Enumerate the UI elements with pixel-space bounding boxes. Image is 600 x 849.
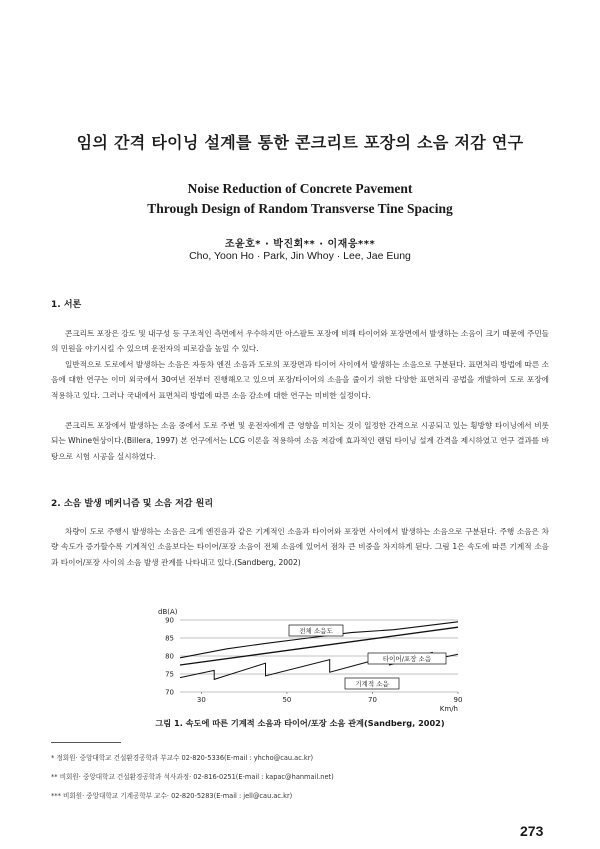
- authors-english: Cho, Yoon Ho · Park, Jin Whoy · Lee, Jae Eung: [189, 250, 411, 262]
- chart-labels: [158, 608, 462, 712]
- footnote-2: ** 비회원· 중앙대학교 건설환경공학과 석사과정· 02-816-0251(E-mail : kapac@hanmail.net): [51, 773, 334, 781]
- y-tick-label-90: 90: [165, 616, 174, 625]
- series-label-1: 전체 소음도: [299, 627, 333, 635]
- title-en-line2: Through Design of Random Transverse Tine Spacing: [147, 201, 453, 216]
- footnote-3: *** 비회원· 중앙대학교 기계공학부 교수· 02-820-5283(E-mail : jell@cau.ac.kr): [51, 792, 293, 800]
- x-axis-label: Km/h: [439, 705, 458, 712]
- series-label-2: 타이어/포장 소음: [382, 655, 432, 663]
- speed-noise-chart: [140, 600, 470, 712]
- section2-paragraph-1: 차량이 도로 주행시 발생하는 소음은 크게 엔진음과 같은 기계적인 소음과 타이어와 포장면 사이에서 발생하는 소음으로 구분된다. 주행 소음은 차량 속도가 증가할수록 기계적인 소음보다는 타이어/포장 소음이 전체 소음에 있어서 점차 큰 비중을 차지하게 된다. 그림 1은 속도에 따른 기계적 소음과 타이어/포장 사이의 소음 발생 관계를 나타내고 있다.(Sandberg, 2002): [51, 527, 549, 567]
- section1-paragraph-1: 콘크리트 포장은 강도 및 내구성 등 구조적인 측면에서 우수하지만 아스팔트 포장에 비해 타이어와 포장면에서 발생하는 소음이 크기 때문에 주민들의 민원을 야기시킬 수 있으며 운전자의 피로감을 높일 수 있다.: [51, 329, 549, 354]
- authors-korean: 조윤호* · 박진회** · 이재응***: [224, 239, 376, 250]
- x-tick-label-30: 30: [196, 696, 206, 704]
- figure-caption: 그림 1. 속도에 따른 기계적 소음과 타이어/포장 소음 관계(Sandberg, 2002): [155, 718, 445, 728]
- section2-heading: 2. 소음 발생 메커니즘 및 소음 저감 원리: [51, 499, 214, 509]
- paper-title-english: [0, 179, 600, 219]
- y-tick-label-80: 80: [165, 652, 174, 661]
- y-tick-label-85: 85: [165, 634, 174, 643]
- section1-paragraph-3: 콘크리트 포장에서 발생하는 소음 중에서 도로 주변 및 운전자에게 큰 영향을 미치는 것이 일정한 간격으로 시공되고 있는 횡방향 타이닝에서 비롯되는 Whine현상이다.(Billera, 1997) 본 연구에서는 LCG 이론을 적용하여 소음 저감에 효과적인 랜덤 타이닝 설계 간격을 제시하였고 연구 결과를 바탕으로 시험 시공을 실시하였다.: [51, 421, 549, 461]
- x-tick-label-50: 50: [282, 696, 292, 704]
- y-tick-label-70: 70: [165, 688, 174, 697]
- x-tick-label-90: 90: [453, 696, 463, 704]
- x-tick-label-70: 70: [368, 696, 377, 704]
- page-number: 273: [520, 823, 544, 839]
- section1-paragraph-2: 일반적으로 도로에서 발생하는 소음은 자동차 엔진 소음과 도로의 포장면과 타이어 사이에서 발생하는 소음으로 구분된다. 표면처리 방법에 따른 소음에 대한 연구는 이미 외국에서 30여년 전부터 진행해오고 있으며 포장/타이어의 소음을 줄이기 위한 다양한 표면처리 공법을 개발하여 도로 포장에 적용하고 있다. 그러나 국내에서 표면처리 방법에 따른 소음 감소에 대한 연구는 미비한 실정이다.: [51, 360, 549, 400]
- title-en-line1: Noise Reduction of Concrete Pavement: [187, 181, 413, 196]
- footnote-rule: [51, 742, 121, 743]
- section1-heading: 1. 서론: [51, 300, 82, 310]
- y-tick-label-75: 75: [165, 670, 174, 679]
- series-label-3: 기계적 소음: [355, 680, 389, 688]
- y-axis-label: dB(A): [158, 608, 178, 616]
- footnote-1: * 정회원· 중앙대학교 건설환경공학과 부교수 02-820-5336(E-mail : yhcho@cau.ac.kr): [51, 754, 314, 762]
- paper-title-korean: 임의 간격 타이닝 설계를 통한 콘크리트 포장의 소음 저감 연구: [76, 133, 524, 152]
